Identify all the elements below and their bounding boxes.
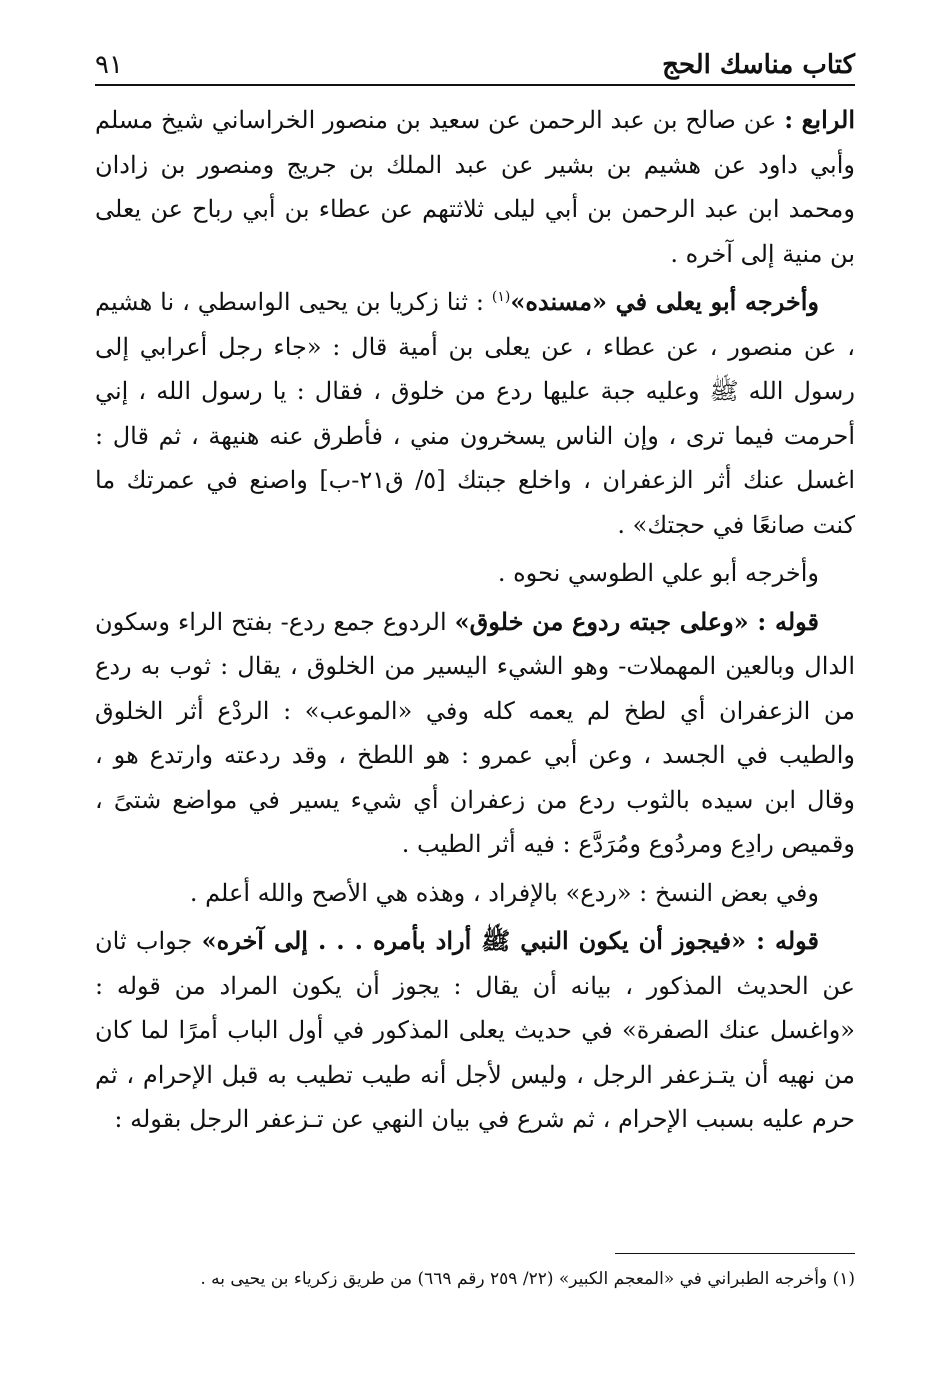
- footnote: (١) وأخرجه الطبراني في «المعجم الكبير» (٢٢/ ٢٥٩ رقم ٦٦٩) من طريق زكرياء بن يحيى به .: [200, 1269, 855, 1289]
- paragraph-2-lead: وأخرجه أبو يعلى في «مسنده»: [510, 287, 820, 316]
- footnote-divider: [615, 1253, 855, 1254]
- paragraph-6-text: جواب ثان عن الحديث المذكور ، بيانه أن يقال : يجوز أن يكون المراد من قوله : «واغسل عنك الصفرة» في حديث يعلى المذكور في أول الباب أمرًا لما كان من نهيه أن يتـزعفر الرجل ، وليس لأجل أنه طيب تطيب به قبل الإحرام ، ثم حرم عليه بسبب الإحرام ، ثم شرع في بيان النهي عن تـزعفر الرجل بقوله :: [95, 927, 855, 1133]
- paragraph-3: [95, 551, 855, 596]
- paragraph-4-lead: قوله : «وعلى جبته ردوع من خلوق»: [454, 606, 820, 636]
- paragraph-6-lead: قوله : «فيجوز أن يكون النبي ﷺ أراد بأمره . . . إلى آخره»: [201, 926, 820, 955]
- paragraph-3-text: وأخرجه أبو علي الطوسي نحوه .: [497, 559, 819, 587]
- paragraph-1: [95, 98, 855, 276]
- book-title: كتاب مناسك الحج: [662, 50, 855, 80]
- paragraph-5-text: وفي بعض النسخ : «ردع» بالإفراد ، وهذه هي الأصح والله أعلم .: [189, 878, 819, 907]
- paragraph-1-text: عن صالح بن عبد الرحمن عن سعيد بن منصور الخراساني شيخ مسلم وأبي داود عن هشيم بن بشير عن عبد الملك بن جريج ومنصور بن زادان ومحمد ابن عبد الرحمن بن أبي ليلى ثلاثتهم عن عطاء بن أبي رباح عن يعلى بن منية إلى آخره .: [95, 106, 855, 268]
- paragraph-5: [95, 871, 855, 916]
- page-number: ٩١: [95, 50, 123, 80]
- page-body: [95, 98, 855, 1146]
- paragraph-6: [95, 919, 855, 1142]
- footnote-marker: (١): [491, 289, 511, 305]
- paragraph-1-lead: الرابع :: [784, 105, 855, 134]
- paragraph-4-text: الردوع جمع ردع- بفتح الراء وسكون الدال وبالعين المهملات- وهو الشيء اليسير من الخلوق ، يقال : ثوب به ردع من الزعفران أي لطخ لم يعمه كله وفي «الموعب» : الردْع أثر الخلوق والطيب في الجسد ، وعن أبي عمرو : هو اللطخ ، وقد ردعته وارتدع هو ، وقال ابن سيده بالثوب ردع من زعفران أي شيء يسير في مواضع شتىً ، وقميص رادِع ومردُوع ومُرَدَّع : فيه أثر الطيب .: [95, 607, 855, 858]
- paragraph-2: [95, 280, 855, 547]
- header-divider: [95, 84, 855, 86]
- paragraph-2-text: : ثنا زكريا بن يحيى الواسطي ، نا هشيم ، عن منصور ، عن عطاء ، عن يعلى بن أمية قال : «جاء رجل أعرابي إلى رسول الله ﷺ وعليه جبة عليها ردع من خلوق ، فقال : يا رسول الله ، إني أحرمت فيما ترى ، وإن الناس يسخرون مني ، فأطرق عنه هنيهة ، ثم قال : اغسل عنك أثر الزعفران ، واخلع جبتك [٥/ ق٢١-ب] واصنع في عمرتك ما كنت صانعًا في حجتك» .: [95, 288, 855, 539]
- paragraph-4: [95, 600, 855, 867]
- page-header: [95, 34, 855, 86]
